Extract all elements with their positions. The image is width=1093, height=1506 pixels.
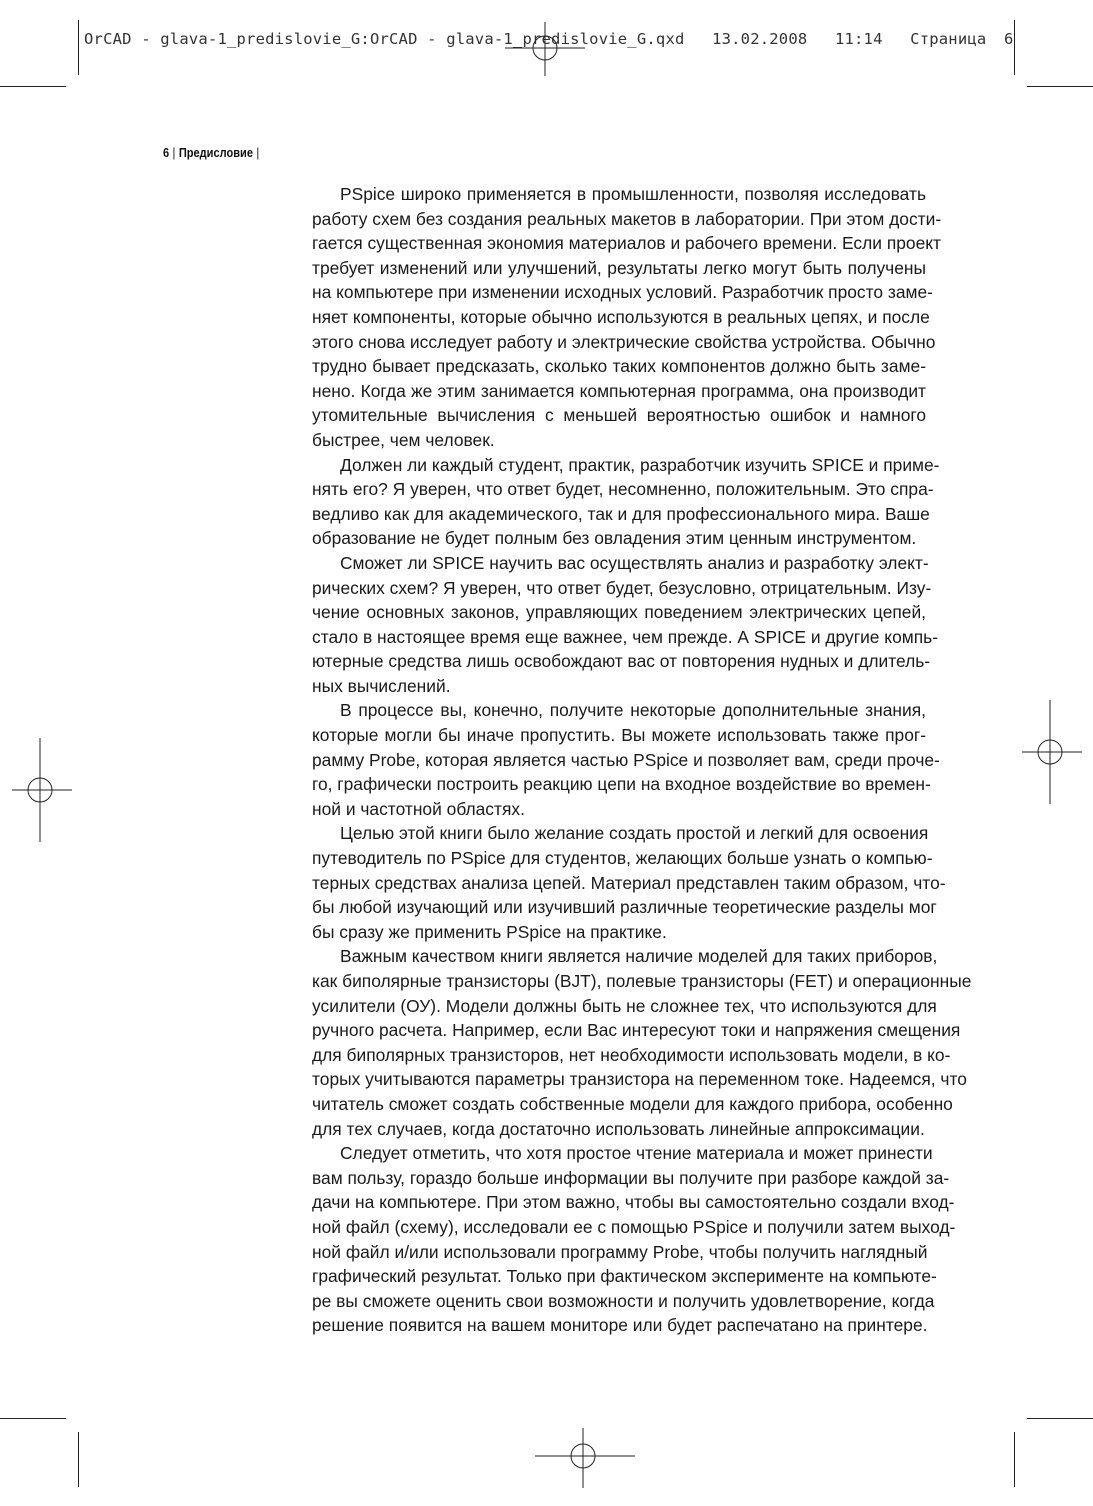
crop-mark [1027, 1418, 1093, 1419]
text-line: Сможет ли SPICE научить вас осуществлять анализ и разработку элект- [340, 552, 929, 573]
body-text [312, 182, 972, 1338]
text-line: быстрее, чем человек. [312, 429, 495, 450]
text-line: ной файл и/или использовали программу Probe, чтобы получить наглядный [312, 1241, 928, 1262]
text-line: на компьютере при изменении исходных условий. Разработчик просто заме- [312, 282, 933, 303]
text-line: Следует отметить, что хотя простое чтение материала и может принести [340, 1143, 933, 1164]
registration-mark-icon [505, 18, 585, 78]
running-head-separator: | [172, 145, 176, 160]
text-line: как биполярные транзисторы (BJT), полевые транзисторы (FET) и операционные [312, 971, 972, 991]
text-line: читатель сможет создать собственные модели для каждого прибора, особенно [312, 1093, 953, 1114]
crop-mark [0, 86, 66, 87]
text-line: рамму Probe, которая является частью PSpice и позволяет вам, среди проче- [312, 749, 940, 770]
text-line: для тех случаев, когда достаточно использовать линейные аппроксимации. [312, 1118, 925, 1139]
slug-date: 13.02.2008 [712, 30, 808, 48]
crop-mark [1027, 86, 1093, 87]
text-line: для биполярных транзисторов, нет необходимости использовать модели, в ко- [312, 1044, 951, 1065]
text-line: ных вычислений. [312, 675, 451, 696]
text-line: ной файл (схему), исследовали ее с помощью PSpice и получили затем выход- [312, 1216, 956, 1237]
crop-mark [1014, 20, 1015, 75]
text-line: вам пользу, гораздо больше информации вы получите при разборе каждой за- [312, 1167, 950, 1188]
text-line: ручного расчета. Например, если Вас интересуют токи и напряжения смещения [312, 1020, 961, 1041]
text-line: го, графически построить реакцию цепи на входное воздействие во времен- [312, 774, 931, 795]
text-line: утомительные вычисления с меньшей вероятностью ошибок и намного [312, 405, 926, 426]
text-line: PSpice широко применяется в промышленности, позволяя исследовать [340, 184, 926, 204]
paragraph [312, 698, 940, 821]
text-line: торых учитываются параметры транзистора на переменном токе. Надеемся, что [312, 1069, 967, 1090]
text-line: нено. Когда же этим занимается компьютерная программа, она производит [312, 380, 926, 401]
text-line: дачи на компьютере. При этом важно, чтобы вы самостоятельно создали вход- [312, 1192, 955, 1213]
slug-time: 11:14 [834, 30, 883, 48]
crop-mark [1014, 1432, 1015, 1487]
paragraph [312, 453, 940, 551]
text-line: Важным качеством книги является наличие моделей для таких приборов, [340, 946, 938, 967]
running-head [163, 145, 263, 160]
text-line: няет компоненты, которые обычно используются в реальных цепях, и после [312, 306, 930, 327]
text-line: бы сразу же применить PSpice на практике. [312, 921, 667, 942]
text-line: Целью этой книги было желание создать простой и легкий для освоения [340, 823, 929, 844]
paragraph [312, 1141, 956, 1338]
text-line: рических схем? Я уверен, что ответ будет, безусловно, отрицательным. Изу- [312, 577, 932, 598]
text-line: решение появится на вашем мониторе или будет распечатано на принтере. [312, 1315, 928, 1336]
text-line: требует изменений или улучшений, результаты легко могут быть получены [312, 257, 926, 278]
crop-mark [78, 1432, 79, 1487]
text-line: этого снова исследует работу и электрические свойства устройства. Обычно [312, 331, 936, 352]
text-line: терных средствах анализа цепей. Материал представлен таким образом, что- [312, 872, 946, 893]
paragraph [312, 182, 942, 453]
text-line: ной и частотной областях. [312, 798, 525, 819]
text-line: гается существенная экономия материалов и рабочего времени. Если проект [312, 233, 942, 254]
text-line: ведливо как для академического, так и для профессионального мира. Ваше [312, 503, 930, 524]
paragraph [312, 944, 972, 1141]
section-title: Предисловие [178, 145, 253, 160]
text-line: ютерные средства лишь освобождают вас от повторения нудных и длитель- [312, 651, 931, 672]
text-line: усилители (ОУ). Модели должны быть не сложнее тех, что используются для [312, 995, 937, 1016]
text-line: образование не будет полным без овладения этим ценным инструментом. [312, 528, 917, 549]
text-line: трудно бывает предсказать, сколько таких компонентов должно быть заме- [312, 356, 926, 377]
registration-mark-icon [12, 738, 72, 842]
text-line: работу схем без создания реальных макетов в лаборатории. При этом дости- [312, 208, 942, 229]
slug-page-number: 6 [1003, 30, 1014, 48]
text-line: стало в настоящее время еще важнее, чем прежде. А SPICE и другие компь- [312, 626, 938, 647]
paragraph [312, 821, 946, 944]
registration-mark-icon [535, 1428, 635, 1488]
text-line: бы любой изучающий или изучивший различные теоретические разделы мог [312, 897, 937, 918]
text-line: путеводитель по PSpice для студентов, желающих больше узнать о компью- [312, 848, 933, 869]
text-line: ре вы сможете оценить свои возможности и получить удовлетворение, когда [312, 1290, 935, 1311]
crop-mark [78, 20, 79, 75]
paragraph [312, 551, 938, 699]
slug-file: OrCAD - glava-1_predislovie_G:OrCAD - glava-1_predislovie_G.qxd [84, 30, 685, 48]
slug-page-label: Страница [910, 30, 987, 48]
crop-mark [0, 1418, 66, 1419]
page-number: 6 [163, 145, 170, 160]
text-line: нять его? Я уверен, что ответ будет, несомненно, положительным. Это спра- [312, 479, 934, 500]
text-line: графический результат. Только при фактическом эксперименте на компьюте- [312, 1266, 937, 1287]
running-head-separator: | [256, 145, 260, 160]
text-line: В процессе вы, конечно, получите некоторые дополнительные знания, [340, 700, 926, 721]
text-line: которые могли бы иначе пропустить. Вы можете использовать также прог- [312, 725, 926, 746]
text-line: чение основных законов, управляющих поведением электрических цепей, [312, 602, 926, 623]
text-line: Должен ли каждый студент, практик, разработчик изучить SPICE и приме- [340, 454, 940, 475]
registration-mark-icon [1022, 700, 1082, 804]
